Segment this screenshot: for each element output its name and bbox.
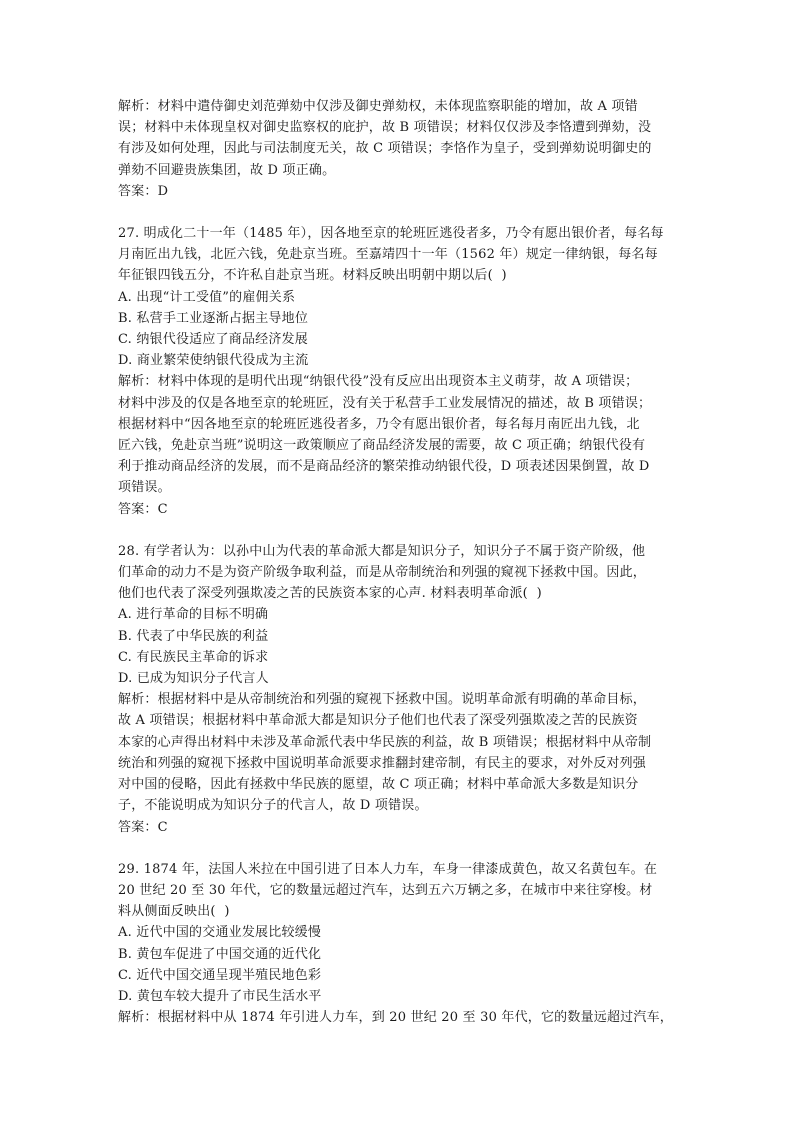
question-line: 他们也代表了深受列强欺凌之苦的民族资本家的心声. 材料表明革命派( ) (118, 586, 542, 602)
option-a: A. 进行革命的目标不明确 (118, 607, 269, 623)
analysis-line: 匠六钱，免赴京当班”说明这一政策顺应了商品经济发展的需要，故 C 项正确；纳银代役有 (118, 438, 646, 454)
analysis-line: 对中国的侵略，因此有拯救中华民族的愿望，故 C 项正确；材料中革命派大多数是知识分 (118, 777, 639, 793)
answer-line: 答案：D (118, 183, 169, 199)
analysis-line: 误；材料中未体现皇权对御史监察权的庇护，故 B 项错误；材料仅仅涉及李恪遭到弹劾，没 (118, 120, 652, 136)
question-line: 料从侧面反映出( ) (118, 904, 230, 920)
option-b: B. 私营手工业逐渐占据主导地位 (118, 310, 309, 326)
analysis-line: 根据材料中“因各地至京的轮班匠逃役者多，乃令有愿出银价者，每名每月南匠出九钱，北 (118, 416, 640, 432)
answer-line: 答案：C (118, 501, 168, 517)
option-b: B. 黄包车促进了中国交通的近代化 (118, 946, 322, 962)
analysis-line: 故 A 项错误；根据材料中革命派大都是知识分子他们也代表了深受列强欺凌之苦的民族资 (118, 713, 638, 729)
question-line: 28. 有学者认为：以孙中山为代表的革命派大都是知识分子，知识分子不属于资产阶级，他 (118, 543, 646, 559)
question-line: 27. 明成化二十一年（1485 年），因各地至京的轮班匠逃役者多，乃令有愿出银价者，每名每 (118, 226, 664, 242)
analysis-line: 统治和列强的窥视下拯救中国说明革命派要求推翻封建帝制，有民主的要求，对外反对列强 (118, 755, 647, 771)
document-page (118, 96, 678, 1028)
option-b: B. 代表了中华民族的利益 (118, 628, 269, 644)
question-29-block (118, 859, 678, 1029)
question-line: 20 世纪 20 至 30 年代，它的数量远超过汽车，达到五六万辆之多，在城市中来往穿梭。材 (118, 882, 653, 898)
question-line: 月南匠出九钱，北匠六钱，免赴京当班。至嘉靖四十一年（1562 年）规定一律纳银，每名每 (118, 247, 658, 263)
spacer (118, 838, 678, 859)
option-c: C. 有民族民主革命的诉求 (118, 649, 269, 665)
question-line: 29. 1874 年，法国人米拉在中国引进了日本人力车，车身一律漆成黄色，故又名黄包车。在 (118, 861, 658, 877)
spacer (118, 202, 678, 223)
option-a: A. 出现“计工受值”的雇佣关系 (118, 289, 296, 305)
question-28-block (118, 541, 678, 838)
analysis-line: 利于推动商品经济的发展，而不是商品经济的繁荣推动纳银代役，D 项表述因果倒置，故 D (118, 459, 650, 475)
spacer (118, 520, 678, 541)
option-a: A. 近代中国的交通业发展比较缓慢 (118, 925, 322, 941)
option-d: D. 已成为知识分子代言人 (118, 671, 269, 687)
analysis-line: 有涉及如何处理，因此与司法制度无关，故 C 项错误；李恪作为皇子，受到弹劾说明御史的 (118, 141, 652, 157)
option-d: D. 黄包车较大提升了市民生活水平 (118, 988, 322, 1004)
prev-question-block (118, 96, 678, 202)
analysis-line: 解析：根据材料中是从帝制统治和列强的窥视下拯救中国。说明革命派有明确的革命目标， (118, 692, 647, 708)
analysis-line: 材料中涉及的仅是各地至京的轮班匠，没有关于私营手工业发展情况的描述，故 B 项错误； (118, 395, 652, 411)
analysis-line: 解析：材料中遣侍御史刘范弹劾中仅涉及御史弹劾权，未体现监察职能的增加，故 A 项错 (118, 99, 638, 114)
analysis-line: 项错误。 (118, 480, 171, 496)
analysis-line: 弹劾不回避贵族集团，故 D 项正确。 (118, 162, 336, 178)
option-d: D. 商业繁荣使纳银代役成为主流 (118, 353, 309, 369)
question-line: 年征银四钱五分，不许私自赴京当班。材料反映出明朝中期以后( ) (118, 268, 507, 284)
question-27-block (118, 223, 678, 520)
option-c: C. 纳银代役适应了商品经济发展 (118, 332, 308, 348)
analysis-line: 解析：材料中体现的是明代出现“纳银代役”没有反应出出现资本主义萌芽，故 A 项错误； (118, 374, 639, 390)
analysis-line: 本家的心声得出材料中未涉及革命派代表中华民族的利益，故 B 项错误；根据材料中从帝制 (118, 734, 652, 750)
option-c: C. 近代中国交通呈现半殖民地色彩 (118, 967, 322, 983)
analysis-line: 子，不能说明成为知识分子的代言人，故 D 项错误。 (118, 798, 428, 814)
answer-line: 答案：C (118, 819, 168, 835)
question-line: 们革命的动力不是为资产阶级争取利益，而是从帝制统治和列强的窥视下拯救中国。因此， (118, 565, 647, 581)
analysis-line: 解析：根据材料中从 1874 年引进人力车，到 20 世纪 20 至 30 年代，它的数量远超过汽车， (118, 1010, 673, 1026)
